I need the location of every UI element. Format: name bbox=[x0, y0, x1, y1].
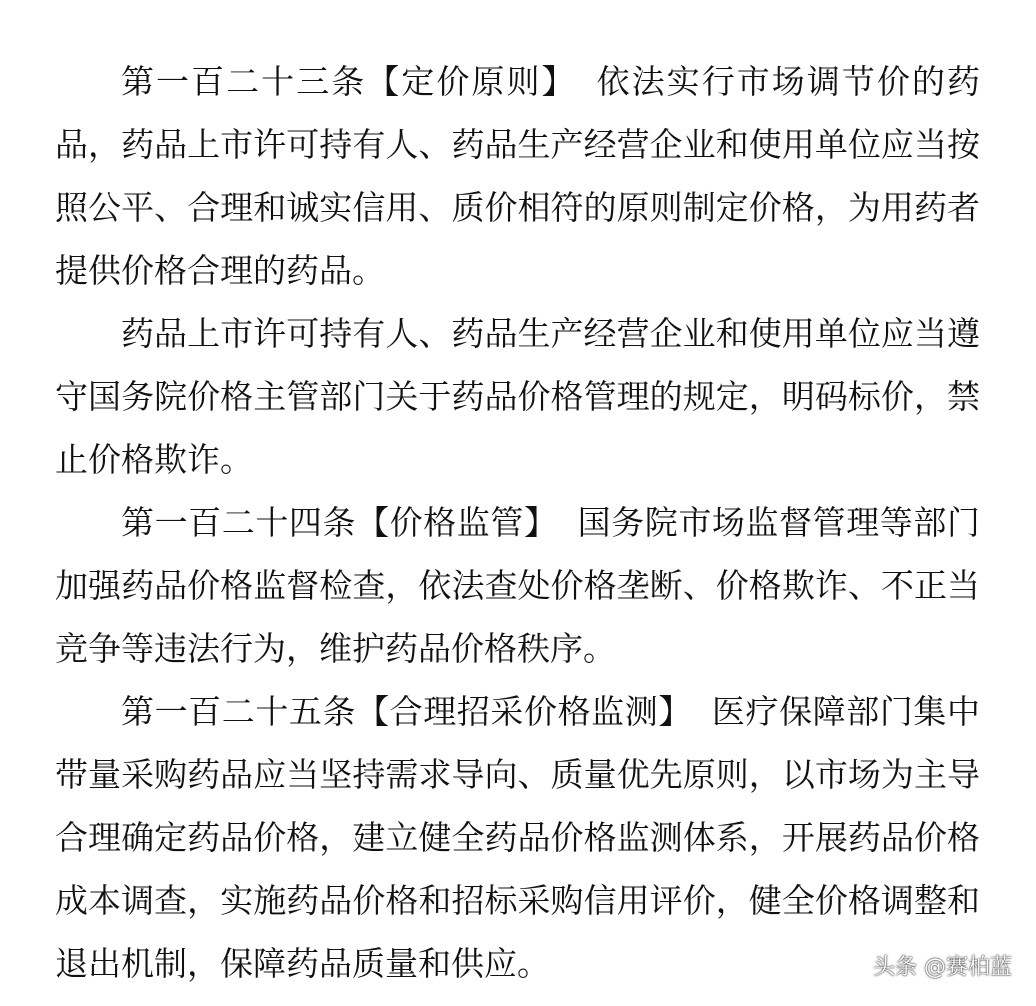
article-123-paragraph-2 bbox=[55, 302, 980, 491]
document-body bbox=[55, 50, 980, 995]
article-123-paragraph bbox=[55, 50, 980, 302]
watermark: 头条 @赛柏蓝 bbox=[873, 955, 1012, 980]
article-text: 医疗保障部门集中带量采购药品应当坚持需求导向、质量优先原则，以市场为主导合理确定药品价格，建立健全药品价格监测体系，开展药品价格成本调查，实施药品价格和招标采购信用评价，健全价格调整和退出机制，保障药品质量和供应。 bbox=[55, 692, 981, 983]
article-125-paragraph bbox=[55, 680, 980, 995]
article-124-paragraph bbox=[55, 491, 980, 680]
article-title: 第一百二十五条【合理招采价格监测】 bbox=[121, 692, 692, 731]
article-title: 第一百二十四条【价格监管】 bbox=[121, 503, 558, 542]
article-title: 第一百二十三条【定价原则】 bbox=[121, 62, 577, 101]
article-text: 国务院市场监督管理等部门加强药品价格监督检查，依法查处价格垄断、价格欺诈、不正当竞争等违法行为，维护药品价格秩序。 bbox=[55, 503, 981, 668]
article-text: 依法实行市场调节价的药品，药品上市许可持有人、药品生产经营企业和使用单位应当按照公平、合理和诚实信用、质价相符的原则制定价格，为用药者提供价格合理的药品。 bbox=[55, 62, 981, 290]
article-text: 药品上市许可持有人、药品生产经营企业和使用单位应当遵守国务院价格主管部门关于药品价格管理的规定，明码标价，禁止价格欺诈。 bbox=[55, 314, 980, 479]
